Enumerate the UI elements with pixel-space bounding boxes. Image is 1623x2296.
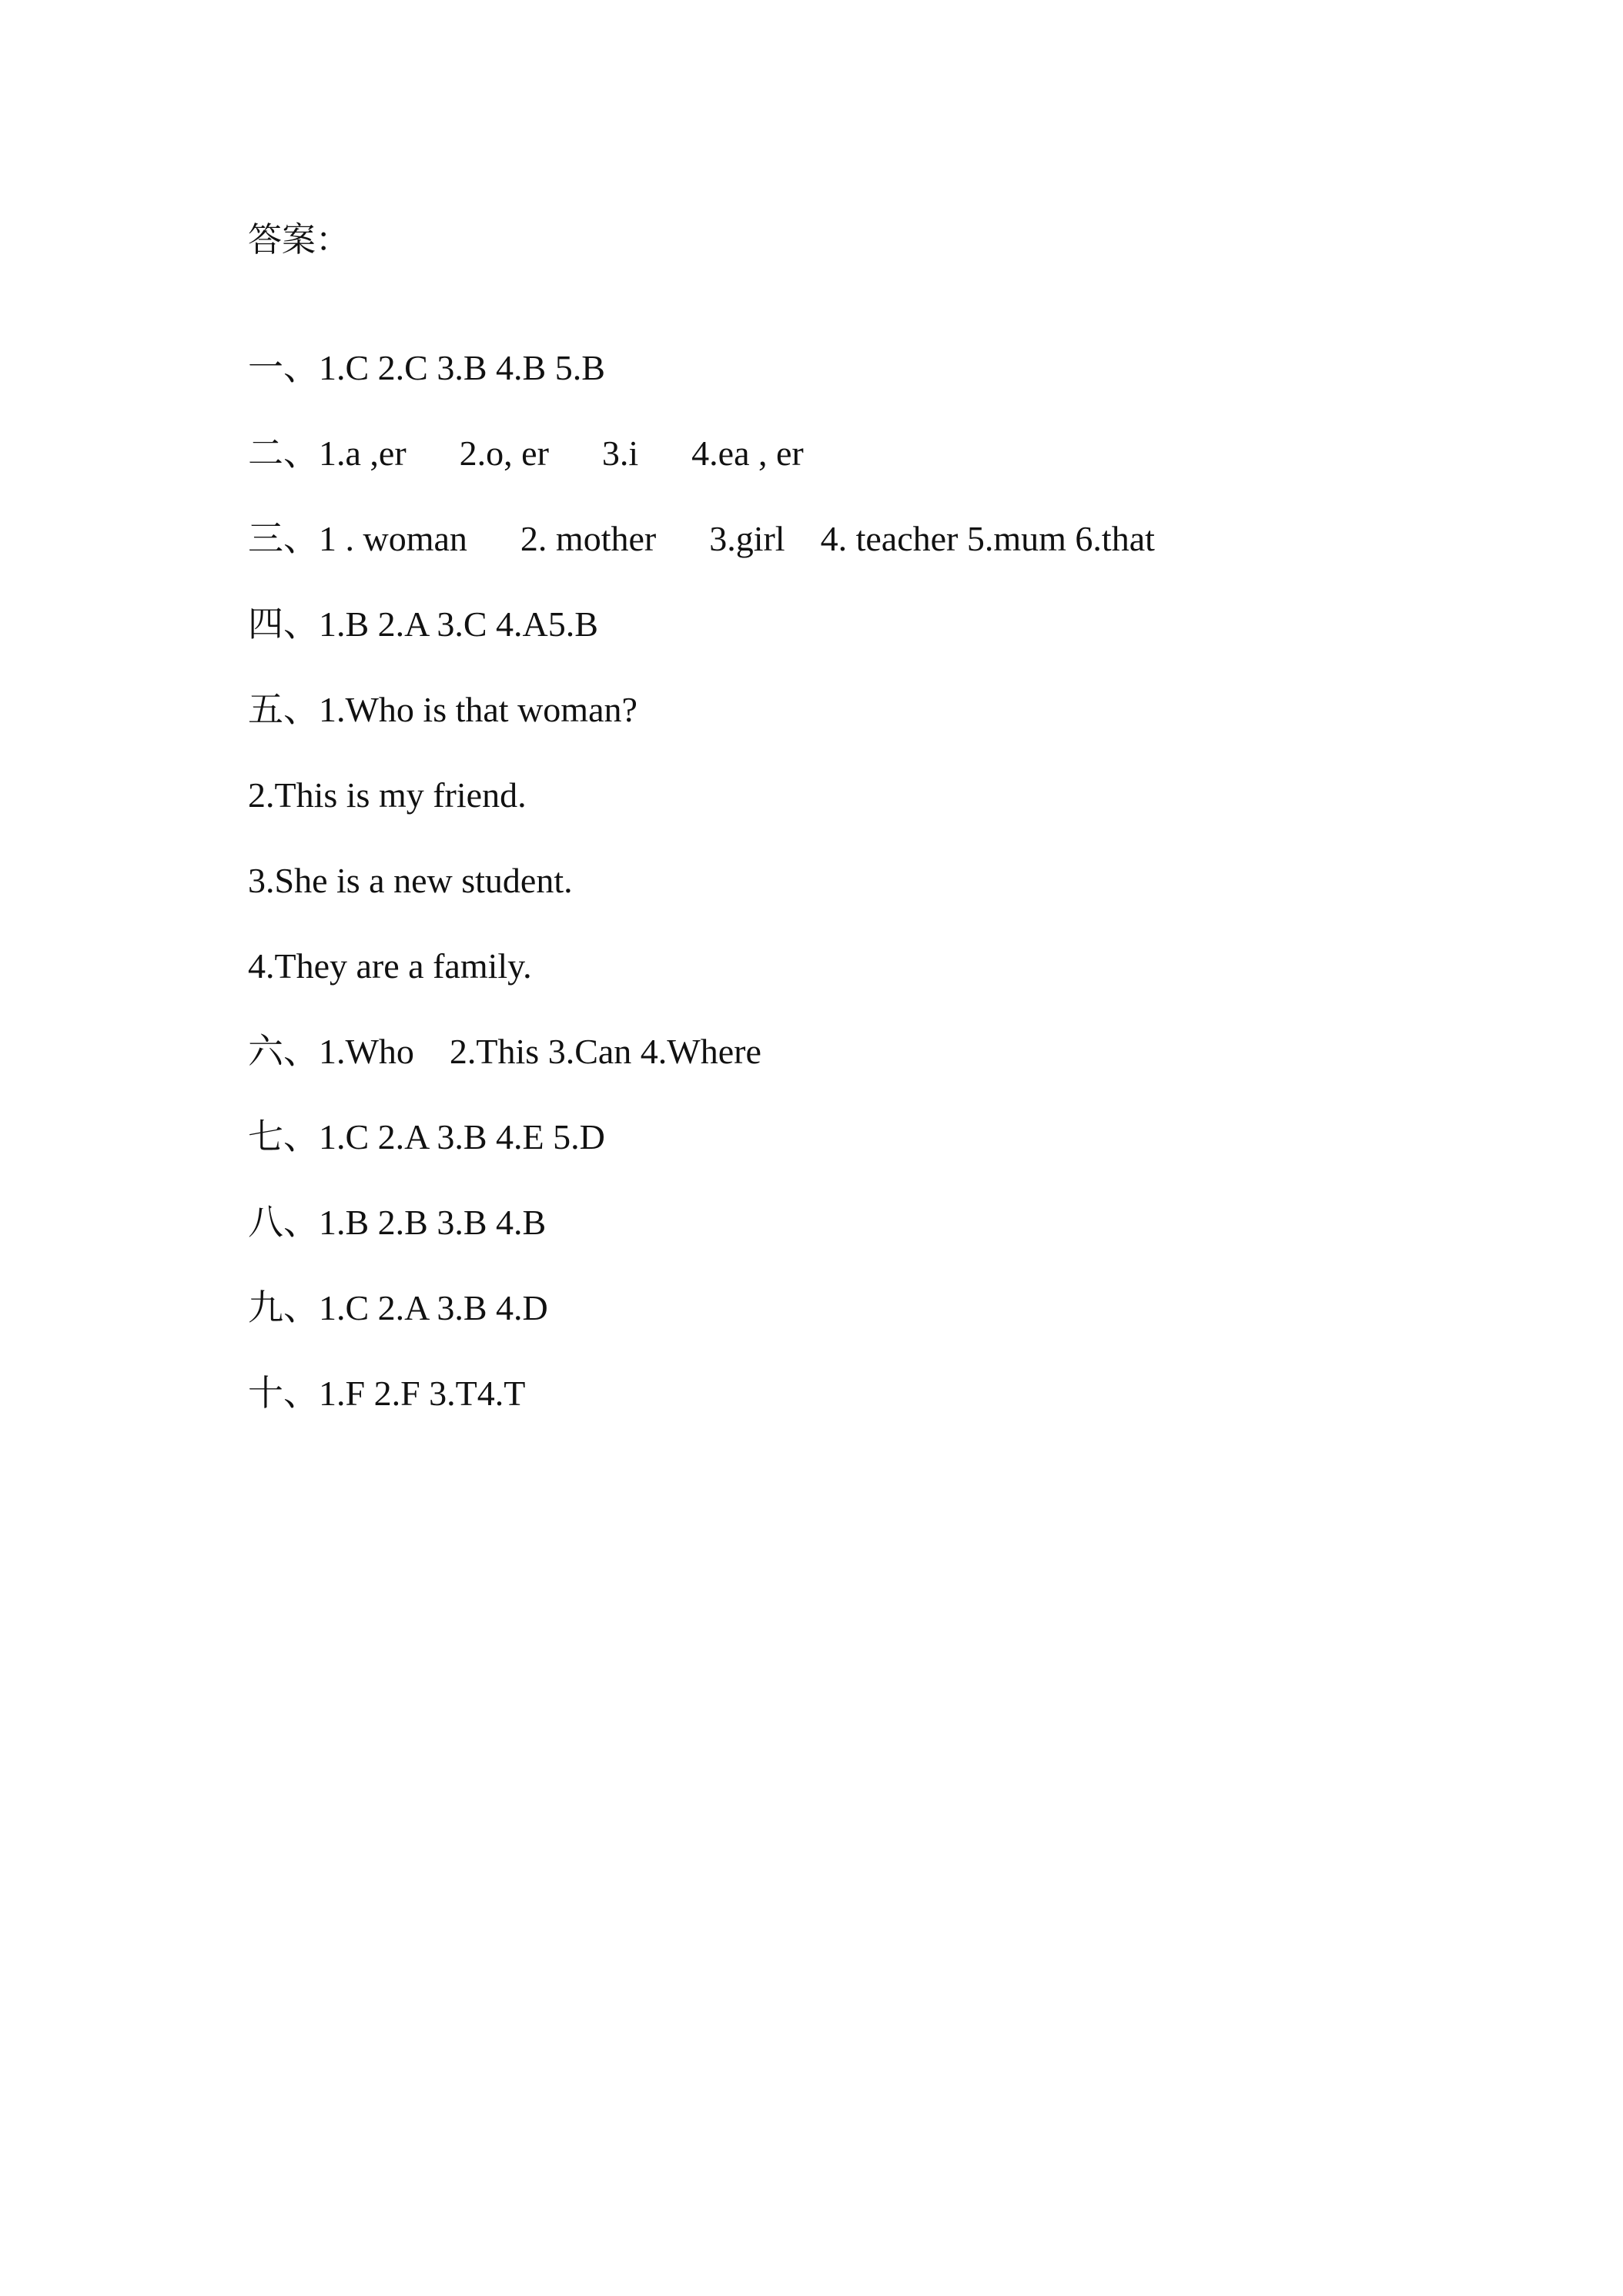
answer-line-10: 七、1.C 2.A 3.B 4.E 5.D — [248, 1117, 605, 1156]
answer-line-6: 2.This is my friend. — [248, 775, 527, 815]
answer-line-4: 四、1.B 2.A 3.C 4.A5.B — [248, 604, 598, 644]
answer-line-9: 六、1.Who 2.This 3.Can 4.Where — [248, 1032, 761, 1071]
answer-line-3: 三、1 . woman 2. mother 3.girl 4. teacher 5.mum 6.that — [248, 519, 1155, 558]
answer-list — [248, 345, 1155, 1456]
answer-line-2: 二、1.a ,er 2.o, er 3.i 4.ea , er — [248, 433, 804, 473]
answer-line-8: 4.They are a family. — [248, 946, 532, 986]
answer-line-1: 一、1.C 2.C 3.B 4.B 5.B — [248, 348, 605, 387]
answer-heading: 答案： — [248, 220, 350, 259]
answer-line-11: 八、1.B 2.B 3.B 4.B — [248, 1203, 547, 1242]
answer-line-5: 五、1.Who is that woman? — [248, 690, 637, 729]
answer-line-12: 九、1.C 2.A 3.B 4.D — [248, 1288, 548, 1327]
answer-line-7: 3.She is a new student. — [248, 861, 573, 900]
answer-line-13: 十、1.F 2.F 3.T4.T — [248, 1374, 526, 1413]
